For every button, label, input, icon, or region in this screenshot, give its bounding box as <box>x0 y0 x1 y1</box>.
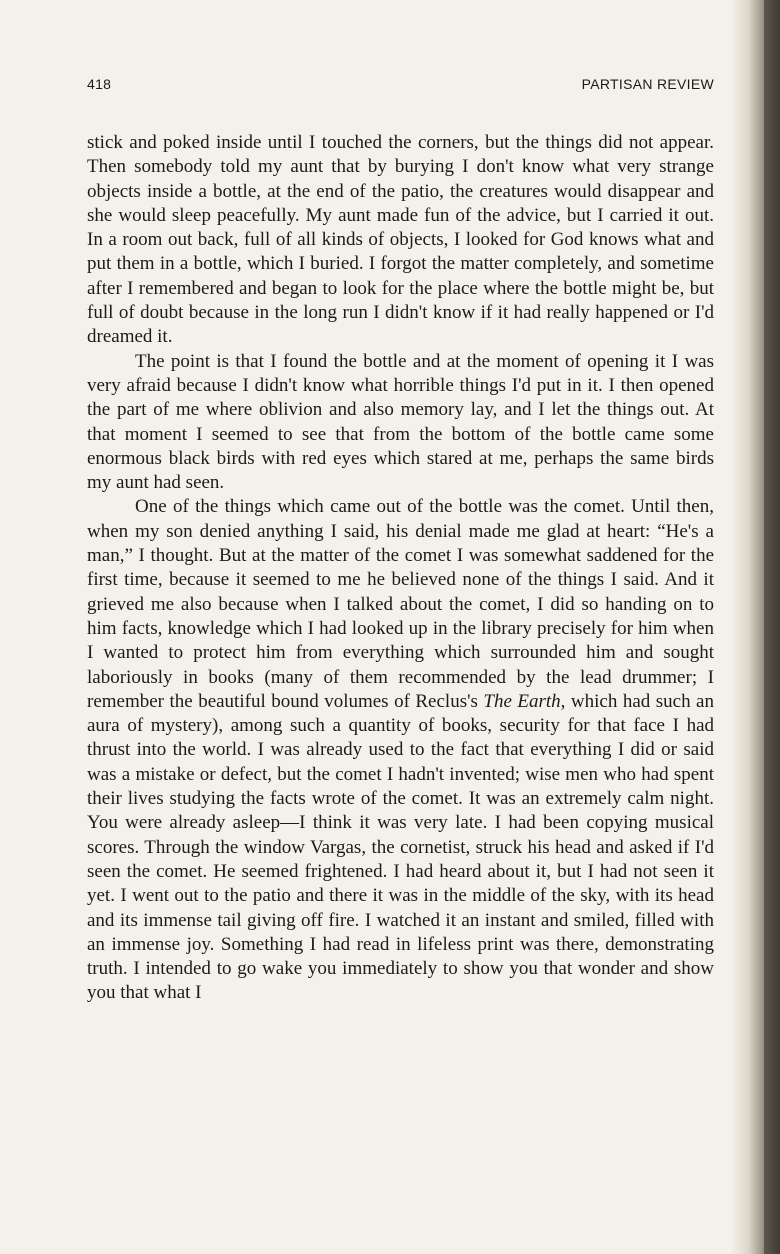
paragraph-3-text-before: One of the things which came out of the bottle was the comet. Until then, when my son denied anything I said, his denial made me glad at heart: “He's a man,” I thought. But at the matter of the comet I was somewhat saddened for the first time, because it seemed to me he believed none of the things I said. And it grieved me also because when I talked about the comet, I did so handing on to him facts, knowledge which I had looked up in the library precisely for him when I wanted to protect him from everything which surrounded him and sought laboriously in books (many of them recommended by the lead drummer; I remember the beautiful bound volumes of Reclus's <box>87 496 714 712</box>
page-number: 418 <box>87 76 112 92</box>
paragraph-3 <box>87 495 714 1005</box>
book-binding-edge <box>764 0 780 1254</box>
paragraph-3-text-after: which had such an aura of mystery), among such a quantity of books, security for that face I had thrust into the world. I was already used to the fact that everything I did or said was a mistake or defect, but the comet I hadn't invented; wise men who had spent their lives studying the facts wrote of the comet. It was an extremely calm night. You were already asleep—I think it was very late. I had been copying musical scores. Through the window Vargas, the cornetist, struck his head and asked if I'd seen the comet. He seemed frightened. I had heard about it, but I had not seen it yet. I went out to the patio and there it was in the middle of the sky, with its head and its immense tail giving off fire. I watched it an instant and smiled, filled with an immense joy. Something I had read in lifeless print was there, demonstrating truth. I intended to go wake you immediately to show you that wonder and show you that what I <box>87 690 714 1004</box>
running-head: PARTISAN REVIEW <box>581 76 714 92</box>
page-header <box>87 76 714 98</box>
body-text <box>87 131 714 1006</box>
paragraph-2: The point is that I found the bottle and at the moment of opening it I was very afraid because I didn't know what horrible things I'd put in it. I then opened the part of me where oblivion and also memory lay, and I let the things out. At that moment I seemed to see that from the bottom of the bottle came some enormous black birds with red eyes which stared at me, perhaps the same birds my aunt had seen. <box>87 350 714 494</box>
book-title-italic: The Earth, <box>483 690 566 712</box>
paragraph-1: stick and poked inside until I touched the corners, but the things did not appear. Then somebody told my aunt that by burying I don't know what very strange objects inside a bottle, at the end of the patio, the creatures would disappear and she would sleep peacefully. My aunt made fun of the advice, but I carried it out. In a room out back, full of all kinds of objects, I looked for God knows what and put them in a bottle, which I buried. I forgot the matter completely, and sometime after I remembered and began to look for the place where the bottle might be, but full of doubt because in the long run I didn't know if it had really happened or I'd dreamed it. <box>87 132 714 348</box>
